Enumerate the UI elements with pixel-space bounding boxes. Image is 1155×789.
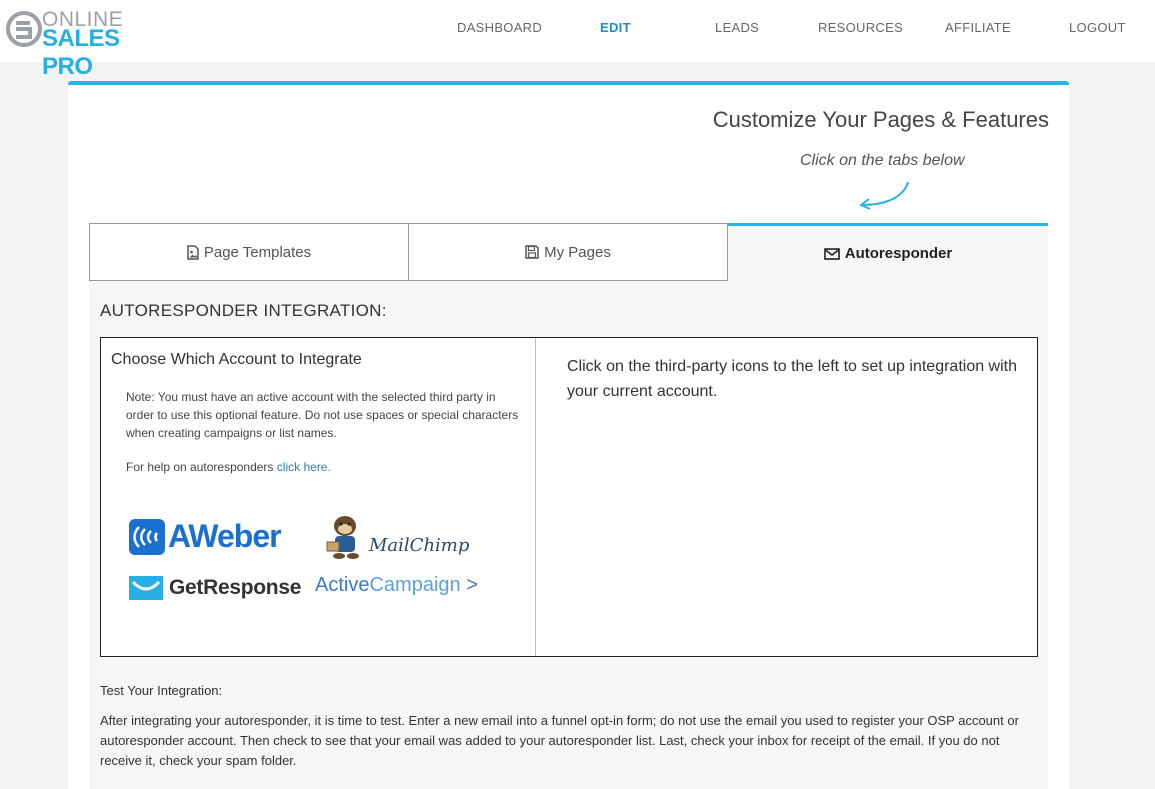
activecampaign-text-campaign: Campaign (369, 574, 461, 596)
getresponse-logo[interactable] (129, 576, 301, 600)
mailchimp-logo[interactable] (323, 512, 469, 560)
getresponse-icon (129, 576, 163, 600)
integration-note: Note: You must have an active account with the selected third party in order to use this optional feature. Do not use spaces or special characters when creating campaigns or list names. (126, 390, 519, 440)
section-title: AUTORESPONDER INTEGRATION: (100, 301, 387, 320)
mailchimp-text: MailChimp (369, 534, 470, 556)
envelope-icon (824, 248, 840, 260)
nav-leads[interactable]: LEADS (715, 20, 760, 35)
tab-label: My Pages (544, 243, 611, 261)
account-chooser (101, 338, 536, 656)
autoresponder-tab-panel (89, 281, 1048, 789)
help-link[interactable]: click here. (276, 460, 331, 474)
save-icon (525, 245, 539, 259)
main-panel (68, 81, 1069, 789)
tab-autoresponder[interactable] (728, 223, 1048, 281)
integration-instructions: Click on the third-party icons to the left to set up integration with your current account. (567, 358, 1018, 400)
aweber-text: AWeber (168, 518, 281, 554)
nav-affiliate[interactable]: AFFILIATE (945, 20, 1012, 35)
feature-tabs (89, 223, 1048, 281)
help-text (126, 460, 331, 474)
aweber-icon (129, 519, 165, 555)
choose-account-title: Choose Which Account to Integrate (111, 351, 362, 368)
file-image-icon (187, 245, 199, 260)
nav-logout[interactable]: LOGOUT (1069, 20, 1126, 35)
main-nav (0, 20, 1155, 36)
integration-box (100, 337, 1038, 657)
nav-edit[interactable]: EDIT (600, 20, 631, 35)
tabs-hint: Click on the tabs below (800, 152, 965, 169)
nav-resources[interactable]: RESOURCES (818, 20, 904, 35)
activecampaign-chevron-icon: > (466, 574, 478, 596)
test-integration-title: Test Your Integration: (100, 683, 223, 698)
top-navigation-bar (0, 0, 1155, 80)
page-title: Customize Your Pages & Features (712, 107, 1049, 132)
activecampaign-logo[interactable] (315, 574, 478, 597)
help-prefix: For help on autoresponders (126, 460, 274, 474)
aweber-logo[interactable] (129, 518, 281, 555)
mailchimp-monkey-icon (323, 512, 367, 560)
curved-arrow-icon (856, 179, 916, 211)
logo-text-sales-pro: SALES PRO (42, 25, 120, 80)
integration-details (536, 338, 1037, 656)
activecampaign-text-active: Active (315, 574, 370, 596)
nav-dashboard[interactable]: DASHBOARD (457, 20, 543, 35)
logo-text-online: ONLINE (42, 8, 124, 31)
activecampaign-text (315, 574, 478, 597)
tab-my-pages[interactable] (408, 223, 728, 281)
tab-label: Page Templates (203, 243, 312, 261)
tab-label: Autoresponder (844, 245, 953, 262)
tab-page-templates[interactable] (89, 223, 409, 281)
test-integration-body: After integrating your autoresponder, it is time to test. Enter a new email into a funnel opt-in form; do not use the email you used to register your OSP account or autoresponder account. Then check to see that your email was added to your autoresponder list. Last, check your inbox for receipt of the email. If you do not receive it, check your spam folder. (100, 713, 1019, 768)
getresponse-text: GetResponse (169, 576, 302, 599)
